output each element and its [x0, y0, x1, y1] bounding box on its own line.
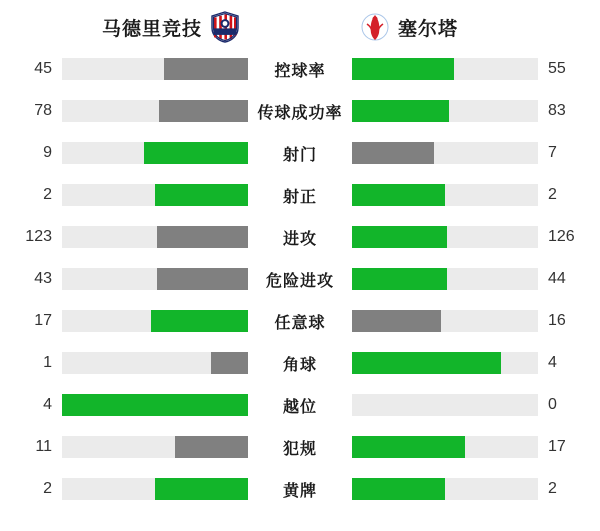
away-bar-fill [352, 478, 445, 500]
stat-row [18, 384, 582, 426]
stat-label: 传球成功率 [257, 104, 343, 122]
home-value: 43 [34, 270, 52, 287]
home-team-name: 马德里竞技 [101, 18, 202, 40]
home-bar [62, 58, 248, 80]
away-bar [352, 226, 538, 248]
away-bar [352, 352, 538, 374]
away-bar [352, 58, 538, 80]
stat-row [18, 300, 582, 342]
home-bar-fill [62, 394, 248, 416]
home-bar-fill [211, 352, 248, 374]
away-team [350, 11, 600, 43]
home-team [0, 11, 250, 43]
home-value: 1 [43, 354, 52, 371]
stat-label: 射门 [282, 146, 317, 164]
away-bar-fill [352, 268, 447, 290]
stat-row [18, 132, 582, 174]
stat-row [18, 342, 582, 384]
away-bar [352, 100, 538, 122]
stat-label: 犯规 [282, 440, 317, 458]
home-bar [62, 226, 248, 248]
home-bar-fill [155, 184, 248, 206]
stats-rows [0, 48, 600, 510]
stat-row [18, 174, 582, 216]
home-value: 4 [43, 396, 52, 413]
home-value: 45 [34, 60, 52, 77]
away-value: 17 [548, 438, 566, 455]
teams-header [0, 0, 600, 48]
home-value: 123 [25, 228, 52, 245]
home-bar-fill [157, 226, 248, 248]
stat-row [18, 90, 582, 132]
away-value: 2 [548, 480, 557, 497]
home-bar [62, 394, 248, 416]
away-bar [352, 310, 538, 332]
home-value: 9 [43, 144, 52, 161]
home-bar [62, 352, 248, 374]
away-value: 83 [548, 102, 566, 119]
celta-vigo-crest-icon [360, 11, 390, 43]
away-value: 126 [548, 228, 575, 245]
stat-label: 危险进攻 [265, 272, 334, 290]
away-bar-fill [352, 352, 501, 374]
away-value: 16 [548, 312, 566, 329]
stat-label: 射正 [282, 188, 317, 206]
atletico-madrid-crest-icon [210, 11, 240, 43]
home-value: 78 [34, 102, 52, 119]
stat-row [18, 48, 582, 90]
away-bar-fill [352, 184, 445, 206]
home-bar [62, 184, 248, 206]
away-value: 2 [548, 186, 557, 203]
stat-label: 任意球 [274, 314, 326, 332]
stat-row [18, 426, 582, 468]
away-value: 0 [548, 396, 557, 413]
home-value: 2 [43, 480, 52, 497]
home-bar-fill [157, 268, 248, 290]
home-bar-fill [164, 58, 248, 80]
home-bar-fill [155, 478, 248, 500]
away-team-name: 塞尔塔 [398, 18, 459, 40]
away-value: 55 [548, 60, 566, 77]
home-bar [62, 310, 248, 332]
home-bar-fill [159, 100, 248, 122]
away-bar [352, 268, 538, 290]
away-bar [352, 184, 538, 206]
stat-label: 控球率 [274, 62, 326, 80]
home-bar [62, 478, 248, 500]
home-bar [62, 142, 248, 164]
away-bar [352, 478, 538, 500]
away-bar-fill [352, 100, 449, 122]
away-value: 44 [548, 270, 566, 287]
home-value: 11 [35, 438, 52, 455]
stat-label: 角球 [282, 356, 317, 374]
away-bar-fill [352, 310, 441, 332]
away-bar [352, 436, 538, 458]
home-bar-fill [175, 436, 248, 458]
away-bar-fill [352, 58, 454, 80]
home-bar-fill [144, 142, 248, 164]
stat-label: 黄牌 [282, 482, 317, 500]
home-bar [62, 268, 248, 290]
away-value: 7 [548, 144, 557, 161]
stat-row [18, 216, 582, 258]
away-bar-fill [352, 226, 447, 248]
away-bar-fill [352, 142, 434, 164]
stat-label: 越位 [282, 398, 317, 416]
away-value: 4 [548, 354, 557, 371]
away-bar-fill [352, 436, 465, 458]
home-value: 2 [43, 186, 52, 203]
stat-label: 进攻 [282, 230, 317, 248]
home-bar [62, 436, 248, 458]
home-bar [62, 100, 248, 122]
stat-row [18, 258, 582, 300]
away-bar [352, 142, 538, 164]
home-value: 17 [34, 312, 52, 329]
away-bar [352, 394, 538, 416]
home-bar-fill [151, 310, 248, 332]
stat-row [18, 468, 582, 510]
